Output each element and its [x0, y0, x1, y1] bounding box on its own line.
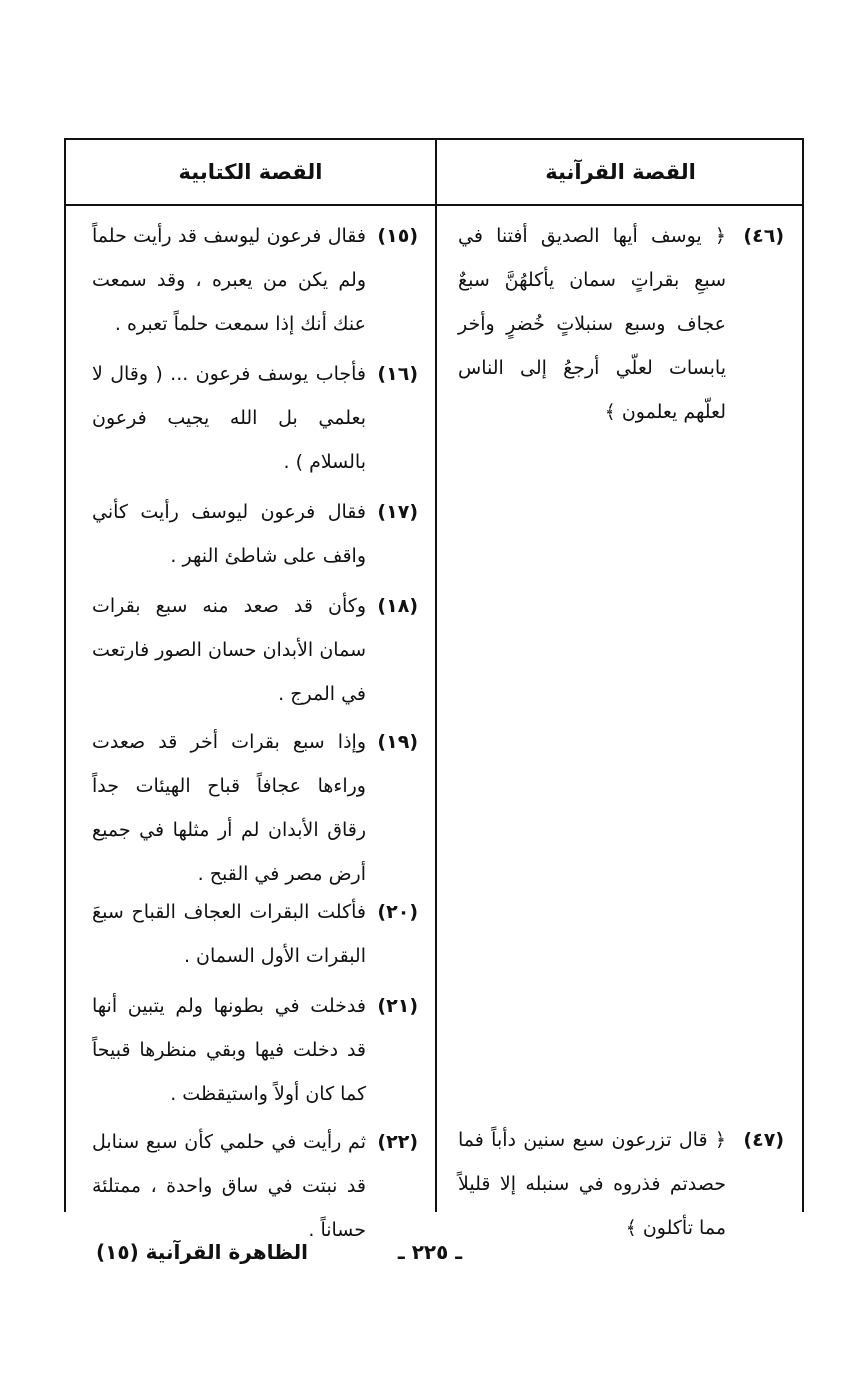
verse-text: ﴿ قال تزرعون سبع سنين دأباً فما حصدتم فذروه في سنبله إلا قليلاً مما تأكلون ﴾ — [458, 1129, 726, 1239]
verse-text: وإذا سبع بقرات أخر قد صعدت وراءها عجافاً قباح الهيئات جداً رقاق الأبدان لم أر مثلها في جميع أرض مصر في القبح . — [92, 731, 366, 885]
verse-number: (٢٠) — [377, 901, 418, 923]
bible-verse-16 — [92, 352, 418, 484]
page-number: ـ ٢٢٥ ـ — [397, 1240, 463, 1264]
verse-number: (١٩) — [377, 731, 418, 753]
verse-text: فأجاب يوسف فرعون ... ( وقال لا بعلمي بل الله يجيب فرعون بالسلام ) . — [92, 363, 366, 473]
verse-text: ﴿ يوسف أيها الصديق أفتنا في سبعِ بقراتٍ سمان يأكلهُنَّ سبعٌ عجاف وسبع سنبلاتٍ خُضرٍ وأخر يابسات لعلّي أرجعُ إلى الناس لعلّهم يعلمون ﴾ — [458, 225, 726, 423]
bible-verse-21 — [92, 984, 418, 1116]
verse-text: فدخلت في بطونها ولم يتبين أنها قد دخلت فيها وبقي منظرها قبيحاً كما كان أولاً واستيقظت . — [92, 995, 366, 1105]
book-title: الظاهرة القرآنية (١٥) — [96, 1240, 308, 1264]
verse-text: فقال فرعون ليوسف قد رأيت حلماً ولم يكن من يعبره ، وقد سمعت عنك أنك إذا سمعت حلماً تعبره . — [92, 225, 366, 335]
quran-verse-47 — [458, 1118, 784, 1250]
verse-text: وكأن قد صعد منه سبع بقرات سمان الأبدان حسان الصور فارتعت في المرج . — [92, 595, 366, 705]
header-biblical-story: القصة الكتابية — [178, 160, 323, 184]
bible-verse-20 — [92, 890, 418, 978]
bible-verse-17 — [92, 490, 418, 578]
column-divider — [435, 140, 437, 1212]
verse-text: فأكلت البقرات العجاف القباح سبعَ البقرات الأول السمان . — [92, 901, 366, 967]
verse-text: فقال فرعون ليوسف رأيت كأني واقف على شاطئ النهر . — [92, 501, 366, 567]
verse-text: ثم رأيت في حلمي كأن سبع سنابل قد نبتت في ساق واحدة ، ممتلئة حساناً . — [92, 1131, 366, 1241]
verse-number: (٢١) — [377, 995, 418, 1017]
verse-number: (٤٧) — [743, 1129, 784, 1151]
verse-number: (١٨) — [377, 595, 418, 617]
verse-number: (١٦) — [377, 363, 418, 385]
verse-number: (١٥) — [377, 225, 418, 247]
bible-verse-15 — [92, 214, 418, 346]
bible-verse-19 — [92, 720, 418, 896]
verse-number: (١٧) — [377, 501, 418, 523]
header-quranic-story: القصة القرآنية — [545, 160, 696, 184]
quran-verse-46 — [458, 214, 784, 434]
verse-number: (٢٢) — [377, 1131, 418, 1153]
bible-verse-18 — [92, 584, 418, 716]
verse-number: (٤٦) — [743, 225, 784, 247]
